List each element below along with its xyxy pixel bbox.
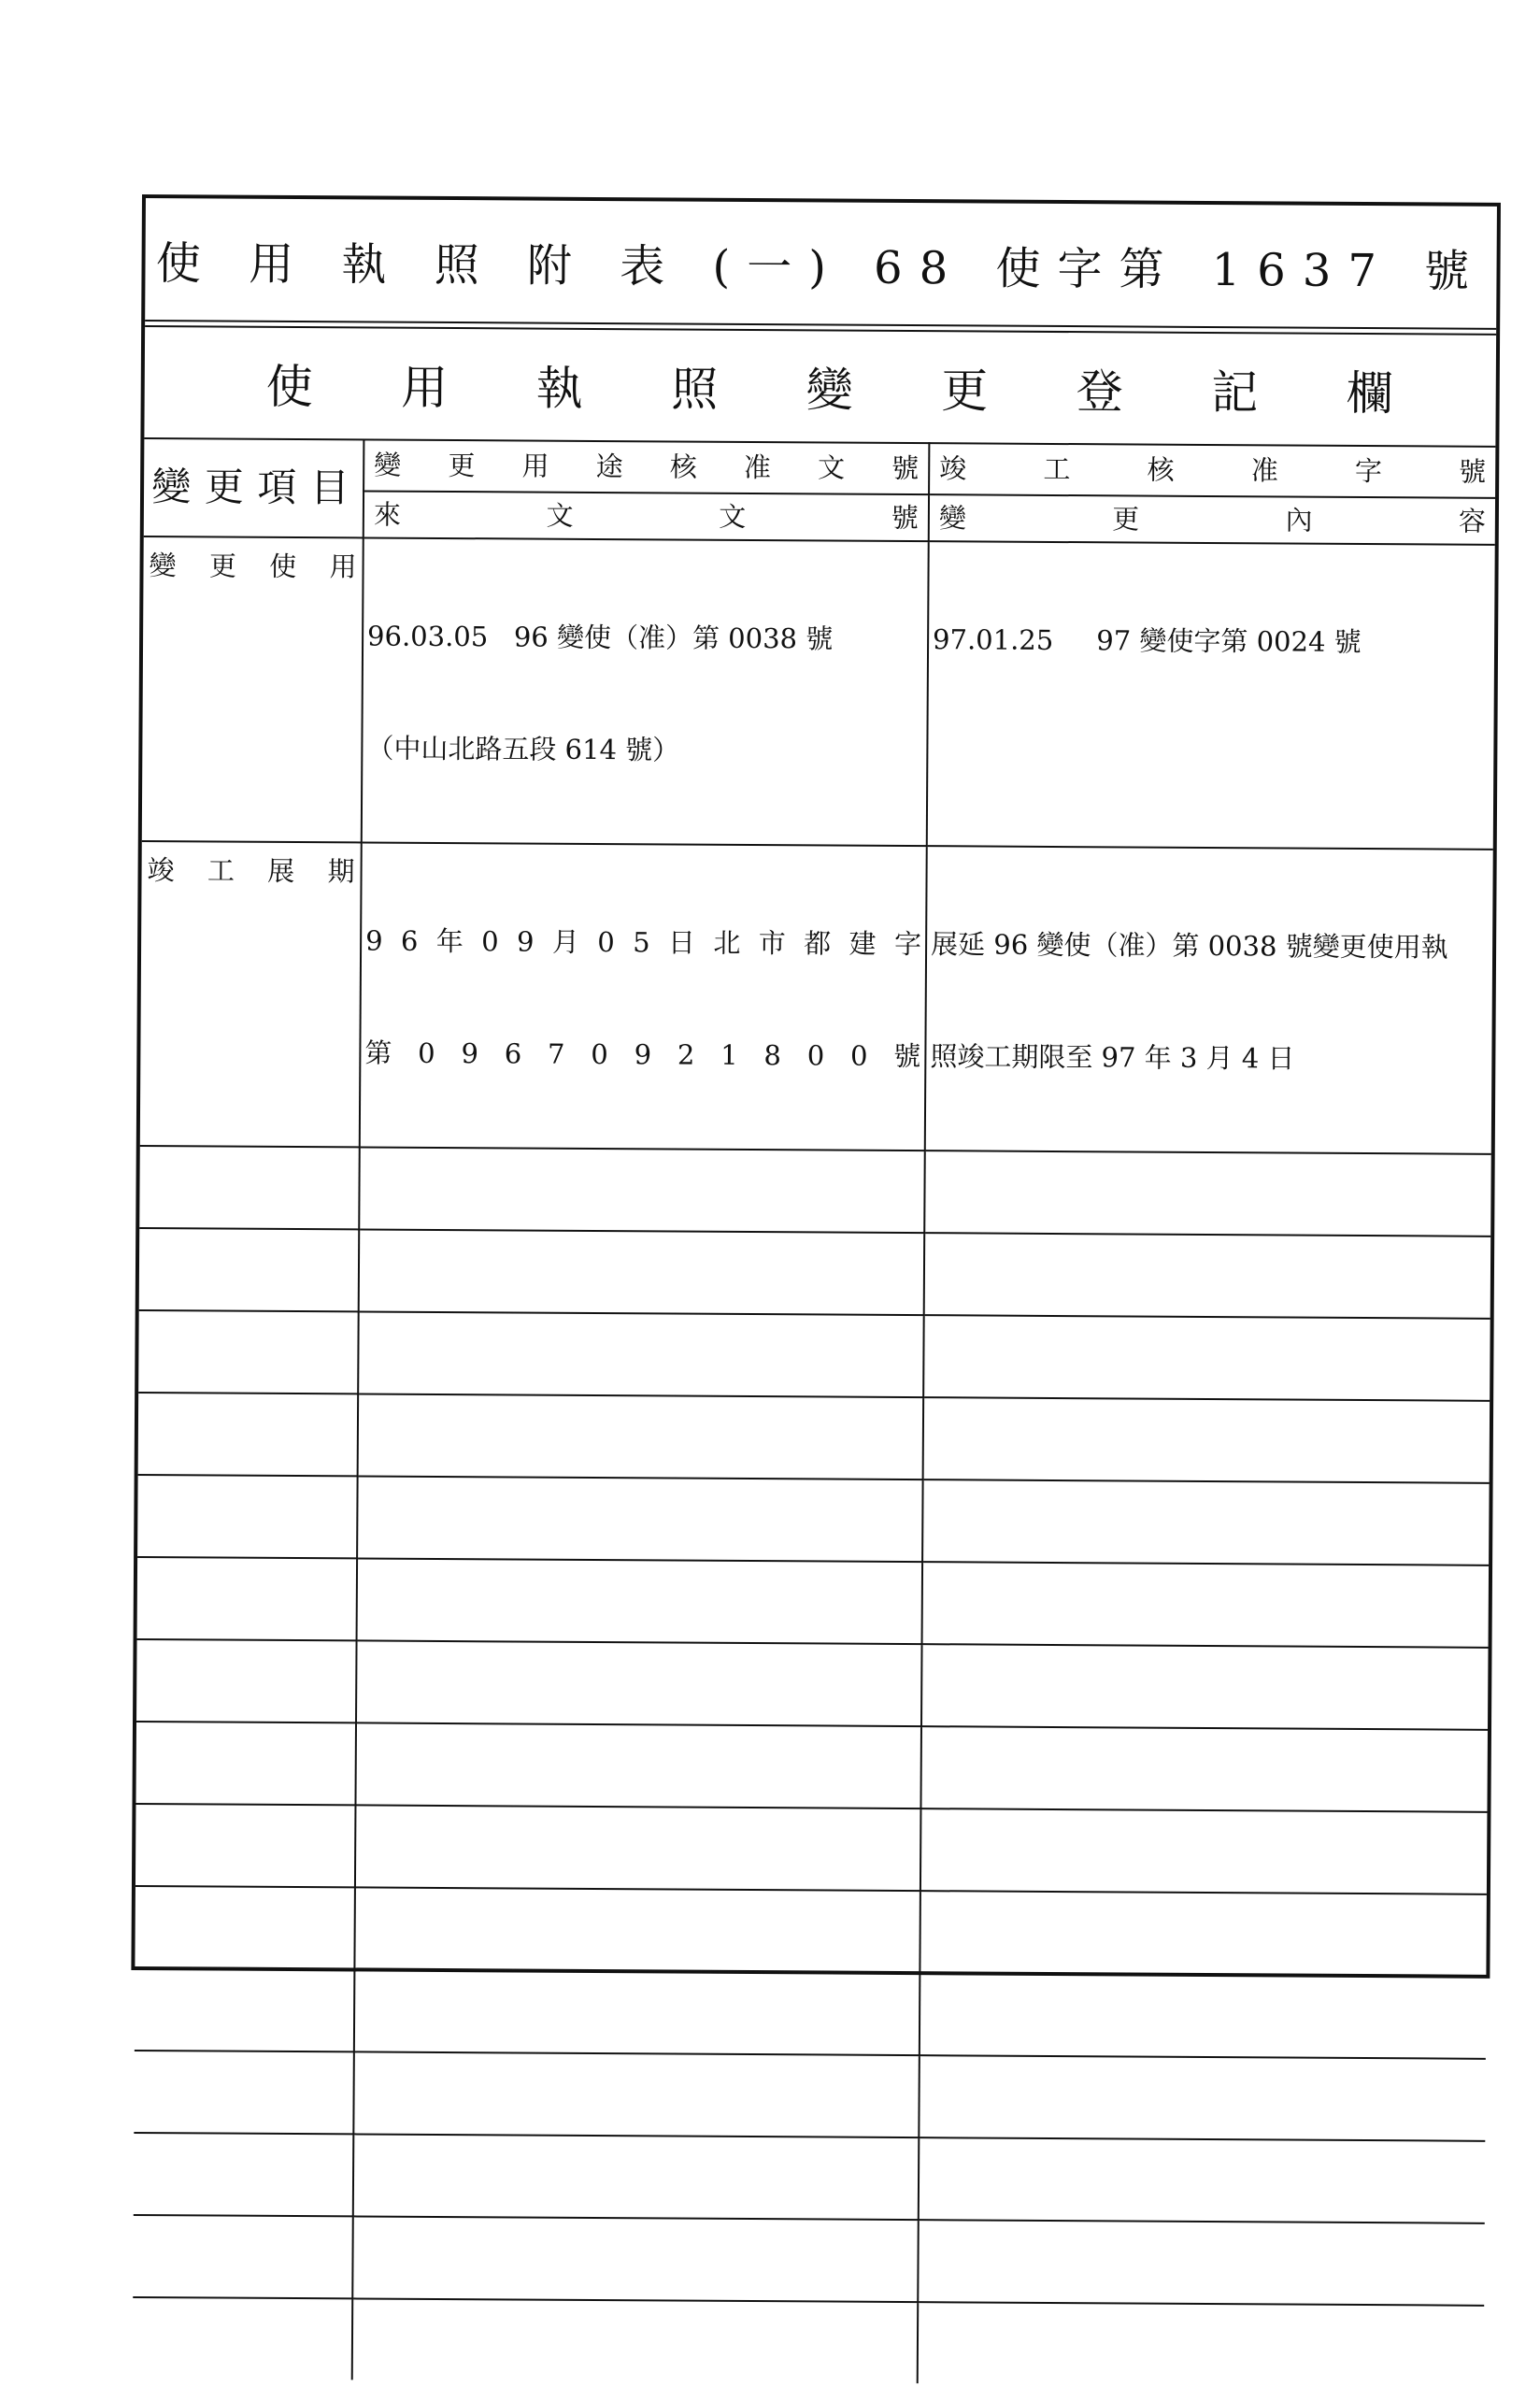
entry-doc-char: 6 <box>400 924 419 957</box>
empty-content-cell <box>920 1973 1487 2059</box>
entry-doc-char: 市 <box>758 927 786 960</box>
subtitle-char: 欄 <box>1346 365 1393 422</box>
entry-category-cell <box>142 536 364 842</box>
empty-doc-cell <box>355 1805 921 1891</box>
empty-doc-cell <box>356 1640 922 1726</box>
header-change-content-char: 更 <box>1112 503 1140 536</box>
empty-registry-row <box>136 1639 1489 1730</box>
header-completion-no-char: 字 <box>1354 454 1383 487</box>
entry-doc-char: 建 <box>848 927 877 960</box>
entry-doc-char: 字 <box>893 927 922 961</box>
entry-content-cell <box>927 541 1495 850</box>
subtitle-char: 照 <box>671 362 719 417</box>
entry-category-cell <box>140 841 362 1147</box>
entry-category <box>149 547 356 585</box>
empty-category-cell <box>134 2133 354 2216</box>
empty-registry-row <box>133 2297 1485 2387</box>
header-approval-doc-char: 號 <box>891 451 920 484</box>
empty-category-cell <box>135 1886 355 1969</box>
entry-doc-char: 9 <box>365 924 383 957</box>
empty-content-cell <box>923 1397 1490 1483</box>
empty-doc-cell <box>354 1887 920 1973</box>
empty-doc-cell <box>359 1147 925 1233</box>
entry-doc-char: 年 <box>435 924 463 958</box>
header-row-top <box>144 437 1495 498</box>
header-completion-no-cell <box>929 442 1495 498</box>
entry-doc-line-1: 96.03.05 96 變使（准）第 0038 號 <box>367 620 834 655</box>
entry-doc-char: 2 <box>677 1038 695 1071</box>
entry-doc-char: 0 <box>597 925 615 959</box>
header-change-content <box>934 495 1491 544</box>
change-registry-grid <box>135 437 1495 1975</box>
header-incoming-doc-char: 來 <box>373 498 402 531</box>
header-approval-doc-cell <box>364 438 929 494</box>
entry-doc-char: 月 <box>551 925 580 958</box>
empty-content-cell <box>919 2137 1486 2223</box>
empty-content-cell <box>922 1562 1490 1648</box>
header-change-content-char: 變 <box>938 502 967 535</box>
empty-content-cell <box>918 2302 1485 2387</box>
empty-category-cell <box>137 1557 358 1640</box>
entry-doc-line-2 <box>364 1034 920 1075</box>
entry-doc-char: 1 <box>720 1038 738 1071</box>
entry-doc-char: 都 <box>804 927 832 960</box>
header-category <box>148 437 360 536</box>
entry-doc-char: 0 <box>481 925 499 958</box>
form-subtitle <box>265 328 1393 445</box>
entry-category-char: 展 <box>267 854 295 888</box>
header-approval-doc-char: 核 <box>669 450 697 483</box>
header-completion-no-char: 號 <box>1459 455 1487 488</box>
empty-registry-row <box>135 1804 1488 1894</box>
header-category-char: 目 <box>309 464 355 510</box>
entry-category-char: 竣 <box>147 854 175 887</box>
entry-doc-char: 0 <box>849 1039 868 1072</box>
entry-category-char: 變 <box>149 550 177 582</box>
subtitle-char: 變 <box>806 363 853 418</box>
entry-content-line-2: 照竣工期限至 97 年 3 月 4 日 <box>930 1040 1295 1075</box>
subtitle-char: 更 <box>941 364 989 419</box>
empty-doc-cell <box>354 1969 920 2055</box>
empty-category-cell <box>133 2215 353 2298</box>
empty-doc-cell <box>359 1229 925 1315</box>
empty-registry-row <box>135 1722 1488 1812</box>
entry-doc-line-2: （中山北路五段 614 號） <box>366 732 680 766</box>
header-category-char: 更 <box>204 463 250 510</box>
header-completion-no-char: 竣 <box>939 451 967 484</box>
header-approval-doc-char: 更 <box>448 449 476 481</box>
empty-category-cell <box>138 1393 359 1476</box>
empty-registry-row <box>137 1557 1490 1648</box>
empty-content-cell <box>920 1726 1488 1812</box>
entry-doc-char: 0 <box>806 1039 825 1072</box>
header-approval-doc-char: 變 <box>374 449 402 481</box>
subtitle-char: 用 <box>401 360 449 416</box>
empty-content-cell <box>924 1233 1491 1319</box>
empty-category-cell <box>139 1146 360 1229</box>
empty-doc-cell <box>352 2216 919 2302</box>
empty-registry-row <box>138 1310 1490 1401</box>
empty-content-cell <box>920 1808 1488 1894</box>
empty-doc-cell <box>353 2051 920 2137</box>
change-registry-table <box>133 437 1496 2387</box>
empty-registry-row <box>139 1146 1491 1236</box>
entry-doc-char: 9 <box>634 1038 652 1071</box>
form-subtitle-row <box>144 325 1496 448</box>
empty-doc-cell <box>357 1558 923 1644</box>
entry-category-char: 工 <box>207 854 235 887</box>
empty-registry-row <box>135 1968 1487 2059</box>
entry-row <box>140 841 1493 1154</box>
empty-doc-cell <box>357 1476 923 1562</box>
empty-registry-row <box>133 2215 1485 2306</box>
empty-category-cell <box>135 1968 355 2051</box>
entry-content-line-1: 展延 96 變使（准）第 0038 號變更使用執 <box>931 928 1448 964</box>
entry-category <box>147 851 354 890</box>
empty-registry-row <box>139 1228 1491 1319</box>
empty-content-cell <box>922 1479 1490 1565</box>
entry-doc-char: 0 <box>591 1037 608 1071</box>
header-category-char: 變 <box>151 463 197 509</box>
empty-content-cell <box>924 1151 1491 1236</box>
header-approval-doc-char: 文 <box>817 450 846 484</box>
header-completion-no-char: 准 <box>1250 453 1278 486</box>
entry-row <box>142 536 1495 850</box>
subtitle-char: 記 <box>1211 364 1259 421</box>
empty-category-cell <box>139 1228 360 1311</box>
header-category-char: 項 <box>257 464 303 510</box>
entry-doc-char: 號 <box>893 1039 921 1073</box>
entry-doc-char: 北 <box>713 926 741 959</box>
header-incoming-doc-char: 文 <box>719 500 747 533</box>
entry-doc-char: 9 <box>516 925 535 958</box>
empty-doc-cell <box>355 1722 921 1808</box>
entry-category-char: 期 <box>327 855 355 888</box>
entry-content-line-2 <box>932 733 1490 736</box>
empty-content-cell <box>918 2220 1485 2306</box>
empty-registry-row <box>138 1393 1490 1483</box>
form-title: 使 用 執 照 附 表 (一) 68 使字第 1637 號 <box>155 236 1487 298</box>
form-title-row <box>145 198 1497 330</box>
header-incoming-doc-cell <box>364 491 929 541</box>
header-approval-doc <box>368 438 924 493</box>
empty-category-cell <box>135 1804 356 1887</box>
header-completion-no-char: 工 <box>1043 452 1071 485</box>
header-change-content-char: 容 <box>1458 505 1486 537</box>
header-category-cell <box>144 437 364 537</box>
empty-registry-row <box>134 2133 1486 2223</box>
empty-doc-cell <box>352 2298 919 2383</box>
entry-doc-char: 日 <box>667 926 696 959</box>
empty-category-cell <box>135 1722 356 1805</box>
header-change-content-char: 內 <box>1285 504 1313 536</box>
entry-doc-char: 8 <box>763 1039 782 1072</box>
header-approval-doc-char: 途 <box>595 450 623 482</box>
empty-category-cell <box>138 1310 359 1394</box>
header-incoming-doc-char: 號 <box>891 501 919 535</box>
empty-registry-row <box>137 1475 1490 1565</box>
header-approval-doc-char: 用 <box>521 449 549 482</box>
header-incoming-doc-char: 文 <box>546 499 574 532</box>
empty-doc-cell <box>358 1394 924 1479</box>
empty-category-cell <box>133 2297 353 2380</box>
entry-doc-char: 第 <box>364 1036 392 1069</box>
entry-content-cell <box>925 846 1493 1154</box>
permit-form-frame <box>131 194 1501 1979</box>
empty-content-cell <box>923 1315 1490 1401</box>
empty-registry-row <box>134 2051 1486 2141</box>
empty-doc-cell <box>358 1311 924 1397</box>
entry-doc-char: 7 <box>547 1037 565 1070</box>
empty-doc-cell <box>353 2134 920 2220</box>
header-approval-doc-char: 准 <box>743 450 772 483</box>
entry-doc-cell <box>360 842 927 1151</box>
entry-category-char: 使 <box>269 550 297 583</box>
header-change-content-cell <box>929 494 1495 545</box>
header-completion-no <box>934 442 1491 497</box>
entry-category-char: 用 <box>329 550 357 583</box>
subtitle-char: 登 <box>1076 364 1123 420</box>
header-incoming-doc <box>368 492 924 540</box>
entry-doc-char: 0 <box>418 1036 435 1069</box>
empty-category-cell <box>134 2051 354 2134</box>
empty-category-cell <box>136 1639 357 1722</box>
entry-doc-line-1 <box>365 922 921 963</box>
empty-content-cell <box>919 2055 1486 2141</box>
empty-category-cell <box>137 1475 358 1558</box>
entry-doc-char: 9 <box>461 1037 479 1070</box>
empty-content-cell <box>920 1891 1487 1977</box>
entry-doc-char: 6 <box>504 1037 522 1070</box>
entry-doc-char: 5 <box>633 926 650 959</box>
entry-content-line-1: 97.01.25 97 變使字第 0024 號 <box>933 623 1362 658</box>
entry-category-char: 更 <box>208 550 237 582</box>
subtitle-char: 使 <box>265 359 313 415</box>
header-completion-no-char: 核 <box>1147 453 1175 486</box>
empty-registry-row <box>135 1886 1487 1977</box>
entry-doc-cell <box>362 537 929 846</box>
empty-content-cell <box>921 1644 1489 1730</box>
subtitle-char: 執 <box>535 361 583 416</box>
